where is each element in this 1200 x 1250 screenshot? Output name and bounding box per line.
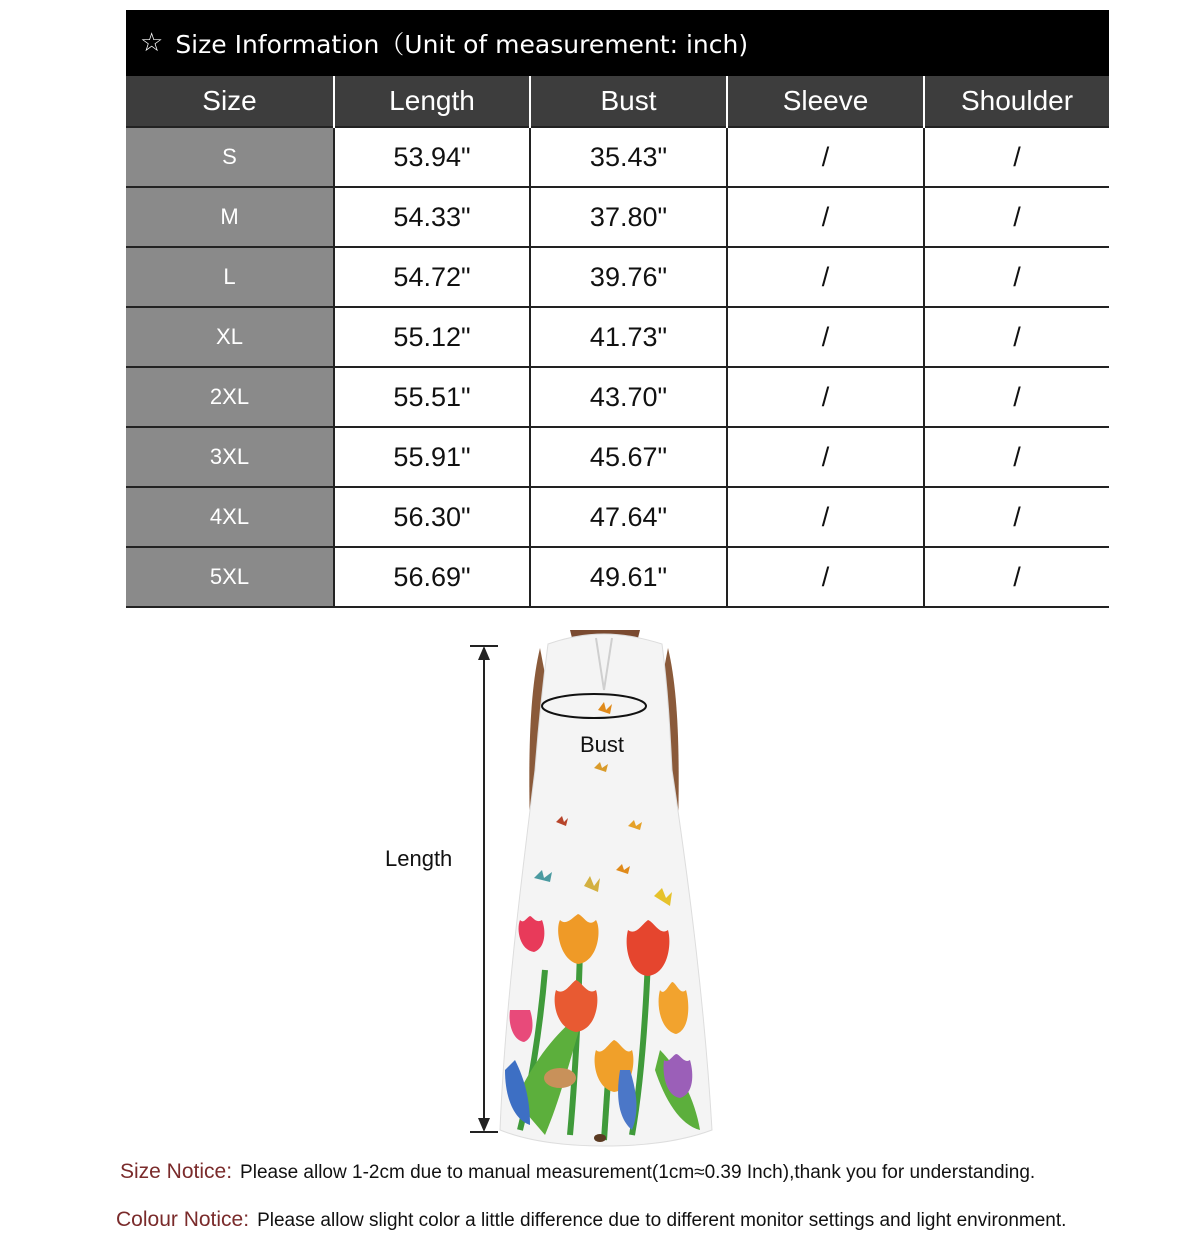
- length-cell: 53.94": [334, 127, 530, 187]
- bust-cell: 47.64": [530, 487, 727, 547]
- table-row: [126, 427, 1109, 487]
- table-row: [126, 487, 1109, 547]
- bust-cell: 41.73": [530, 307, 727, 367]
- shoulder-cell: /: [924, 127, 1109, 187]
- size-notice: [120, 1160, 1035, 1184]
- column-header-size: Size: [126, 76, 334, 127]
- size-cell: M: [126, 187, 334, 247]
- sleeve-cell: /: [727, 307, 924, 367]
- foot: [594, 1134, 606, 1142]
- colour-notice: [116, 1208, 1066, 1232]
- length-cell: 55.51": [334, 367, 530, 427]
- colour-notice-text: Please allow slight color a little difference due to different monitor settings and light environment.: [257, 1210, 1067, 1231]
- shoulder-cell: /: [924, 547, 1109, 607]
- size-cell: L: [126, 247, 334, 307]
- table-row: [126, 247, 1109, 307]
- column-header-sleeve: Sleeve: [727, 76, 924, 127]
- length-cell: 56.30": [334, 487, 530, 547]
- bust-label: Bust: [580, 732, 625, 757]
- length-cell: 55.12": [334, 307, 530, 367]
- size-cell: S: [126, 127, 334, 187]
- size-cell: 2XL: [126, 367, 334, 427]
- size-cell: XL: [126, 307, 334, 367]
- shoulder-cell: /: [924, 307, 1109, 367]
- dress-illustration: [0, 630, 1200, 1150]
- column-header-shoulder: Shoulder: [924, 76, 1109, 127]
- star-icon: ☆: [140, 28, 164, 58]
- length-cell: 54.33": [334, 187, 530, 247]
- bust-cell: 35.43": [530, 127, 727, 187]
- bust-cell: 45.67": [530, 427, 727, 487]
- shoulder-cell: /: [924, 487, 1109, 547]
- bust-cell: 39.76": [530, 247, 727, 307]
- table-row: [126, 367, 1109, 427]
- size-cell: 4XL: [126, 487, 334, 547]
- table-header-row: [126, 76, 1109, 127]
- column-header-bust: Bust: [530, 76, 727, 127]
- bust-cell: 43.70": [530, 367, 727, 427]
- sleeve-cell: /: [727, 367, 924, 427]
- size-cell: 5XL: [126, 547, 334, 607]
- shoulder-cell: /: [924, 427, 1109, 487]
- sleeve-cell: /: [727, 547, 924, 607]
- sleeve-cell: /: [727, 187, 924, 247]
- bust-cell: 37.80": [530, 187, 727, 247]
- shoulder-cell: /: [924, 247, 1109, 307]
- size-info-header: [126, 10, 1109, 76]
- length-label: Length: [385, 846, 453, 871]
- colour-notice-title: Colour Notice:: [116, 1208, 250, 1231]
- table-row: [126, 187, 1109, 247]
- length-cell: 56.69": [334, 547, 530, 607]
- shoulder-cell: /: [924, 367, 1109, 427]
- bust-cell: 49.61": [530, 547, 727, 607]
- table-row: [126, 547, 1109, 607]
- size-table: [126, 76, 1109, 608]
- table-row: [126, 307, 1109, 367]
- sleeve-cell: /: [727, 487, 924, 547]
- table-row: [126, 127, 1109, 187]
- size-info-title: Size Information（Unit of measurement: inch): [175, 30, 749, 59]
- measurement-diagram: [0, 630, 1200, 1150]
- column-header-length: Length: [334, 76, 530, 127]
- sleeve-cell: /: [727, 427, 924, 487]
- shoulder-cell: /: [924, 187, 1109, 247]
- size-notice-title: Size Notice:: [120, 1160, 233, 1183]
- size-cell: 3XL: [126, 427, 334, 487]
- size-notice-text: Please allow 1-2cm due to manual measurement(1cm≈0.39 Inch),thank you for understanding.: [240, 1162, 1036, 1183]
- length-cell: 55.91": [334, 427, 530, 487]
- sleeve-cell: /: [727, 247, 924, 307]
- length-cell: 54.72": [334, 247, 530, 307]
- length-arrow: [470, 646, 498, 1132]
- sleeve-cell: /: [727, 127, 924, 187]
